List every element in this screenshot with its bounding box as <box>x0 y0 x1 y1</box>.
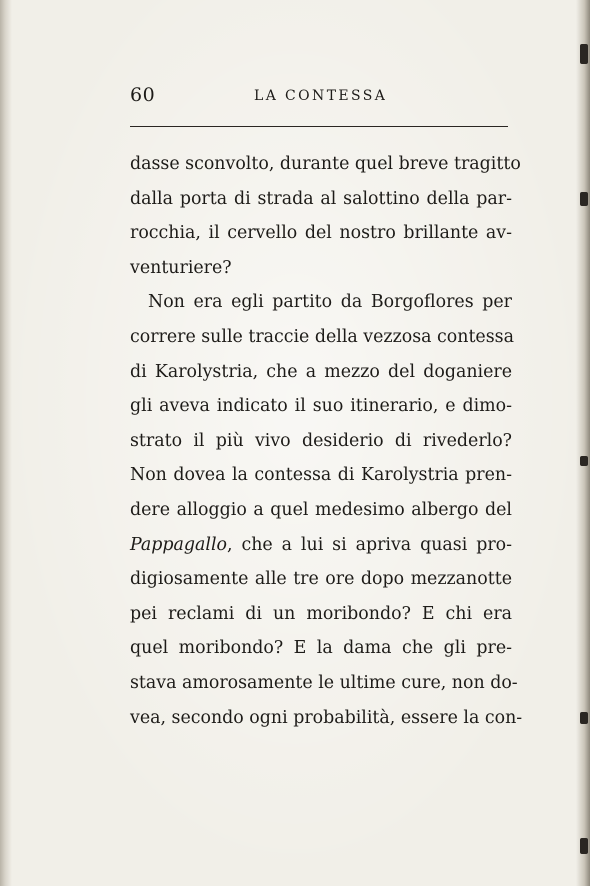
text-line <box>130 528 512 563</box>
text-line: venturiere? <box>130 257 232 278</box>
page-right-edge <box>576 0 590 886</box>
text-line: dasse sconvolto, durante quel breve tragitto <box>130 154 521 174</box>
text-line: digiosamente alle tre ore dopo mezzanotte <box>130 569 512 590</box>
edge-mark <box>580 192 588 206</box>
text-line: vea, secondo ogni probabilità, essere la con- <box>130 707 523 728</box>
text-line: dalla porta di strada al salottino della par- <box>130 188 512 209</box>
text-line: pei reclami di un moribondo? E chi era <box>130 603 512 624</box>
edge-mark <box>580 456 588 466</box>
running-title: LA CONTESSA <box>254 88 388 104</box>
running-head <box>130 84 510 108</box>
text-line: dere alloggio a quel medesimo albergo del <box>130 499 512 520</box>
text-line: strato il più vivo desiderio di rivederlo? <box>130 430 512 451</box>
text-line: Non dovea la contessa di Karolystria pren- <box>130 465 512 486</box>
text-line: correre sulle traccie della vezzosa contessa <box>130 326 514 347</box>
text-line: quel moribondo? E la dama che gli pre- <box>130 638 512 659</box>
text-line: gli aveva indicato il suo itinerario, e dimo- <box>130 396 512 417</box>
header-rule <box>130 126 508 127</box>
body-text <box>130 147 523 735</box>
page-left-edge <box>0 0 12 886</box>
page-number: 60 <box>130 84 156 106</box>
text-line: rocchia, il cervello del nostro brillante av- <box>130 223 512 244</box>
edge-mark <box>580 838 588 854</box>
edge-mark <box>580 712 588 724</box>
text-line: Non era egli partito da Borgoflores per <box>148 292 512 313</box>
italic-title: Pappagallo <box>130 534 228 555</box>
edge-mark <box>580 44 588 64</box>
text-line: stava amorosamente le ultime cure, non do- <box>130 672 518 693</box>
text-line-rest: , che a lui si apriva quasi pro- <box>227 534 512 555</box>
text-line: di Karolystria, che a mezzo del doganiere <box>130 361 512 382</box>
